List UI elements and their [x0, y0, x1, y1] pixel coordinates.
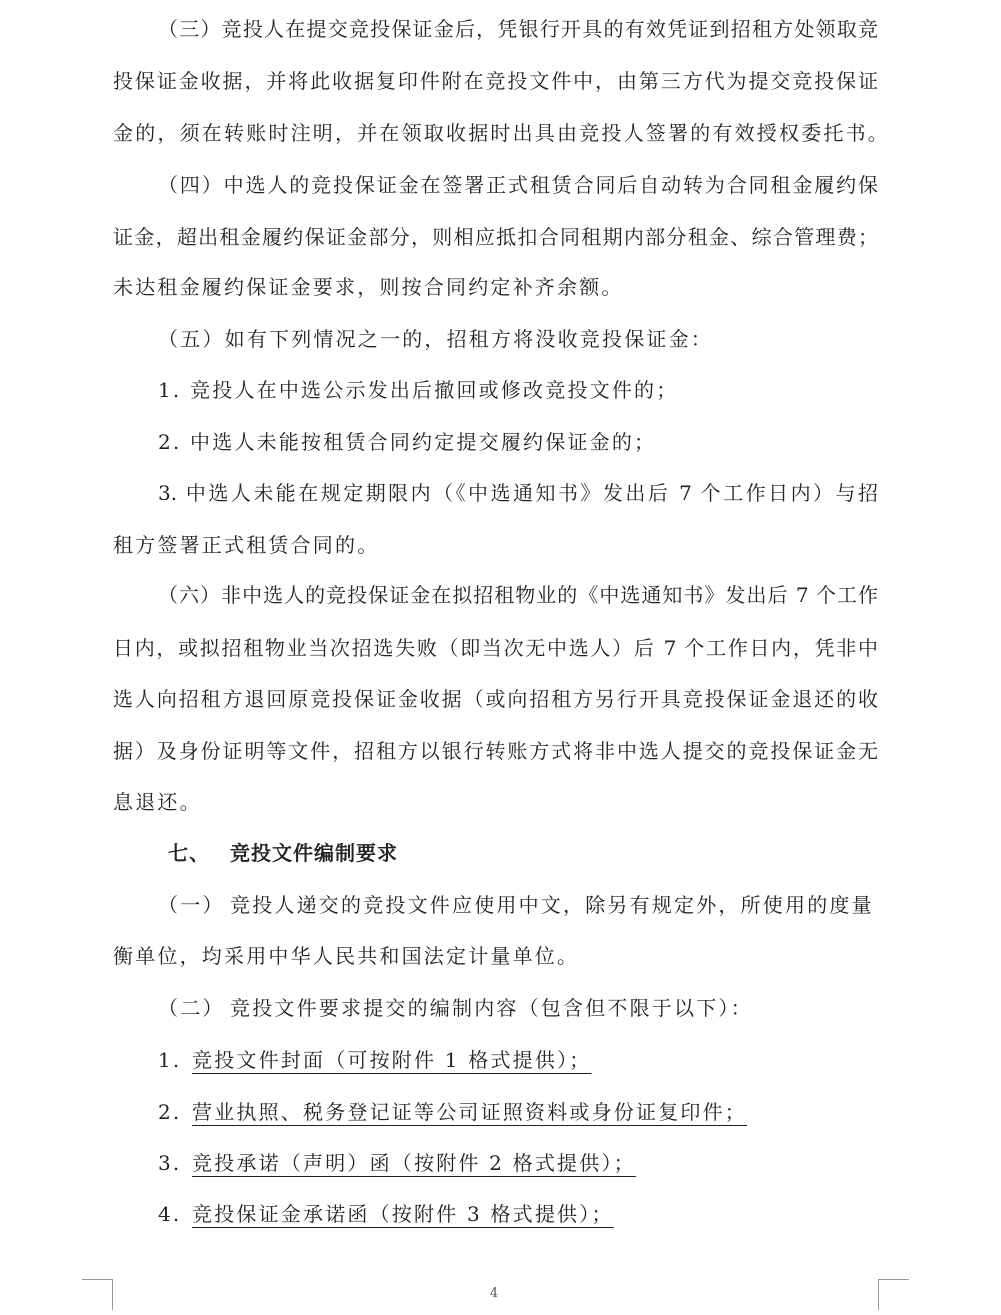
section-7-sub-2-label: （二） [158, 996, 225, 1020]
paragraph-4-line-2: 证金，超出租金履约保证金部分，则相应抵扣合同租期内部分租金、综合管理费； [113, 225, 878, 249]
paragraph-5-item-3-line-1: 3. 中选人未能在规定期限内（《中选通知书》发出后 7 个工作日内）与招 [158, 481, 878, 505]
list-item [158, 1199, 878, 1229]
paragraph-3-line-3: 金的，须在转账时注明，并在领取收据时出具由竞投人签署的有效授权委托书。 [113, 121, 890, 145]
paragraph-3-line-1: （三）竞投人在提交竞投保证金后，凭银行开具的有效凭证到招租方处领取竞 [158, 17, 878, 41]
paragraph-5-item-2: 2. 中选人未能按租赁合同约定提交履约保证金的； [158, 430, 657, 454]
crop-mark-left [82, 1279, 113, 1310]
paragraph-5-item-3-line-2: 租方签署正式租赁合同的。 [113, 533, 380, 557]
section-7-sub-2-text: 竞投文件要求提交的编制内容（包含但不限于以下）： [230, 996, 753, 1020]
section-7-heading [168, 838, 398, 868]
list-item [158, 1148, 878, 1178]
section-7-sub-1-line-1 [158, 890, 878, 920]
list-item [158, 1045, 878, 1075]
list-item-number: 2. [158, 1100, 182, 1124]
list-item-text: 竞投保证金承诺函（按附件 3 格式提供）； [192, 1202, 614, 1226]
page-number: 4 [489, 1286, 499, 1301]
paragraph-5-item-1: 1. 竞投人在中选公示发出后撤回或修改竞投文件的； [158, 378, 679, 402]
section-7-title: 竞投文件编制要求 [230, 841, 398, 865]
list-item-text: 竞投承诺（声明）函（按附件 2 格式提供）； [192, 1151, 636, 1175]
crop-mark-right [878, 1279, 909, 1310]
list-item-number: 4. [158, 1202, 182, 1226]
paragraph-6-line-4: 据）及身份证明等文件，招租方以银行转账方式将非中选人提交的竞投保证金无 [113, 739, 878, 763]
paragraph-6-line-2: 日内，或拟招租物业当次招选失败（即当次无中选人）后 7 个工作日内，凭非中 [113, 636, 878, 660]
section-7-sub-1-label: （一） [158, 893, 225, 917]
list-item-number: 1. [158, 1048, 182, 1072]
list-item [158, 1097, 878, 1127]
paragraph-5: （五）如有下列情况之一的，招租方将没收竞投保证金： [158, 327, 713, 351]
section-7-sub-1-text: 竞投人递交的竞投文件应使用中文，除另有规定外，所使用的度量 [230, 893, 874, 917]
paragraph-4-line-1: （四）中选人的竞投保证金在签署正式租赁合同后自动转为合同租金履约保 [158, 173, 878, 197]
section-7-sub-2 [158, 993, 878, 1023]
paragraph-6-line-5: 息退还。 [113, 790, 202, 814]
list-item-text: 营业执照、税务登记证等公司证照资料或身份证复印件； [192, 1100, 747, 1124]
paragraph-6-line-1: （六）非中选人的竞投保证金在拟招租物业的《中选通知书》发出后 7 个工作 [158, 583, 878, 607]
paragraph-6-line-3: 选人向招租方退回原竞投保证金收据（或向招租方另行开具竞投保证金退还的收 [113, 687, 878, 711]
list-item-text: 竞投文件封面（可按附件 1 格式提供）； [192, 1048, 592, 1072]
list-item-number: 3. [158, 1151, 182, 1175]
paragraph-4-line-3: 未达租金履约保证金要求，则按合同约定补齐余额。 [113, 275, 624, 299]
section-7-number: 七、 [168, 841, 210, 865]
paragraph-3-line-2: 投保证金收据，并将此收据复印件附在竞投文件中，由第三方代为提交竞投保证 [113, 69, 878, 93]
section-7-sub-1-line-2: 衡单位，均采用中华人民共和国法定计量单位。 [113, 944, 580, 968]
